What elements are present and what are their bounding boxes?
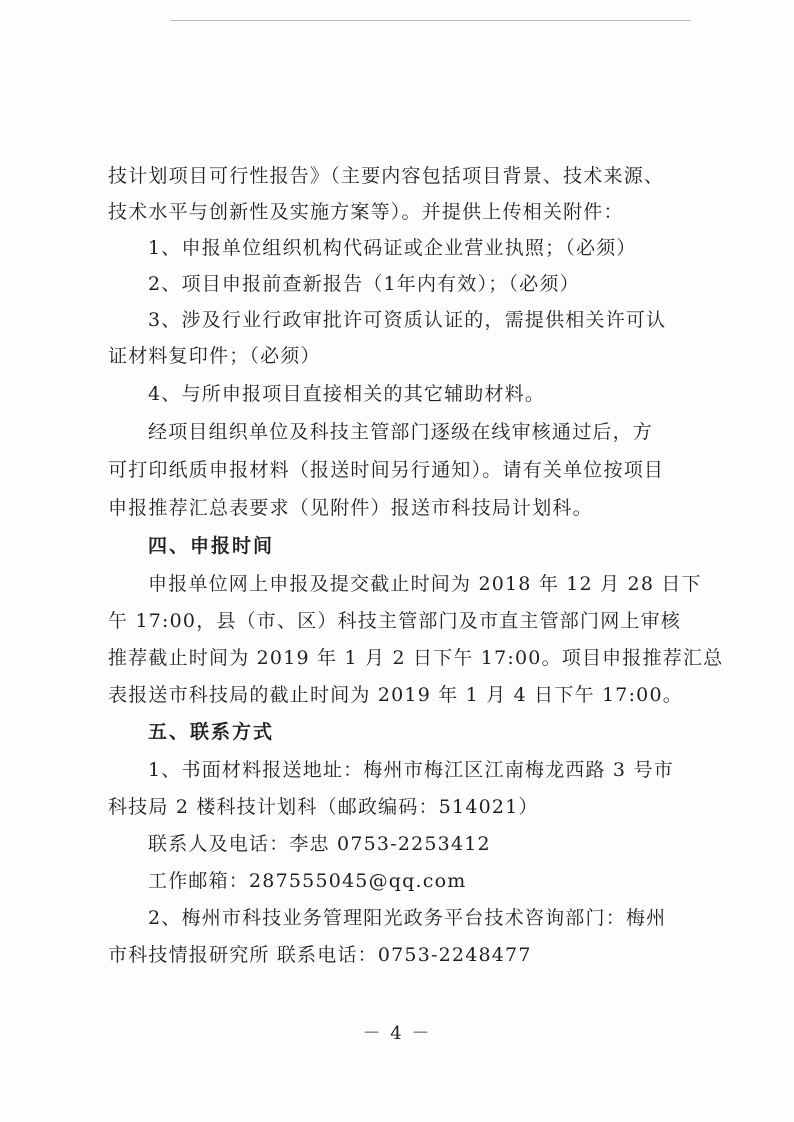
paragraph-line: 表报送市科技局的截止时间为 2019 年 1 月 4 日下午 17:00。 bbox=[108, 684, 683, 706]
scan-edge-mark bbox=[170, 20, 690, 21]
paragraph-line: 科技局 2 楼科技计划科（邮政编码：514021） bbox=[108, 796, 539, 818]
paragraph-line: 午 17:00，县（市、区）科技主管部门及市直主管部门网上审核 bbox=[108, 610, 681, 632]
paragraph-line: 申报单位网上申报及提交截止时间为 2018 年 12 月 28 日下 bbox=[148, 573, 702, 595]
list-item: 2、项目申报前查新报告（1年内有效）；（必须） bbox=[148, 273, 580, 295]
list-item: 3、涉及行业行政审批许可资质认证的，需提供相关许可认 bbox=[148, 309, 667, 331]
paragraph-line: 技术水平与创新性及实施方案等）。并提供上传相关附件： bbox=[108, 201, 624, 223]
section-heading: 四、申报时间 bbox=[148, 535, 275, 557]
list-item: 1、申报单位组织机构代码证或企业营业执照；（必须） bbox=[148, 237, 637, 259]
page-number: － 4 － bbox=[362, 1023, 432, 1044]
paragraph-line: 推荐截止时间为 2019 年 1 月 2 日下午 17:00。项目申报推荐汇总 bbox=[108, 647, 724, 669]
contact-line: 联系人及电话：李忠 0753-2253412 bbox=[148, 833, 491, 855]
list-item: 2、梅州市科技业务管理阳光政务平台技术咨询部门：梅州 bbox=[148, 907, 667, 929]
list-item: 4、与所申报项目直接相关的其它辅助材料。 bbox=[148, 383, 546, 405]
paragraph-line: 申报推荐汇总表要求（见附件）报送市科技局计划科。 bbox=[108, 497, 593, 519]
list-item: 1、书面材料报送地址：梅州市梅江区江南梅龙西路 3 号市 bbox=[148, 759, 674, 781]
section-heading: 五、联系方式 bbox=[148, 721, 275, 743]
paragraph-line: 可打印纸质申报材料（报送时间另行通知）。请有关单位按项目 bbox=[108, 459, 665, 481]
paragraph-line: 技计划项目可行性报告》（主要内容包括项目背景、技术来源、 bbox=[108, 165, 665, 187]
email-line: 工作邮箱：287555045@qq.com bbox=[148, 870, 467, 892]
paragraph-line: 经项目组织单位及科技主管部门逐级在线审核通过后，方 bbox=[148, 421, 654, 443]
paragraph-line: 证材料复印件；（必须） bbox=[108, 345, 321, 367]
contact-line: 市科技情报研究所 联系电话：0753-2248477 bbox=[108, 944, 532, 966]
